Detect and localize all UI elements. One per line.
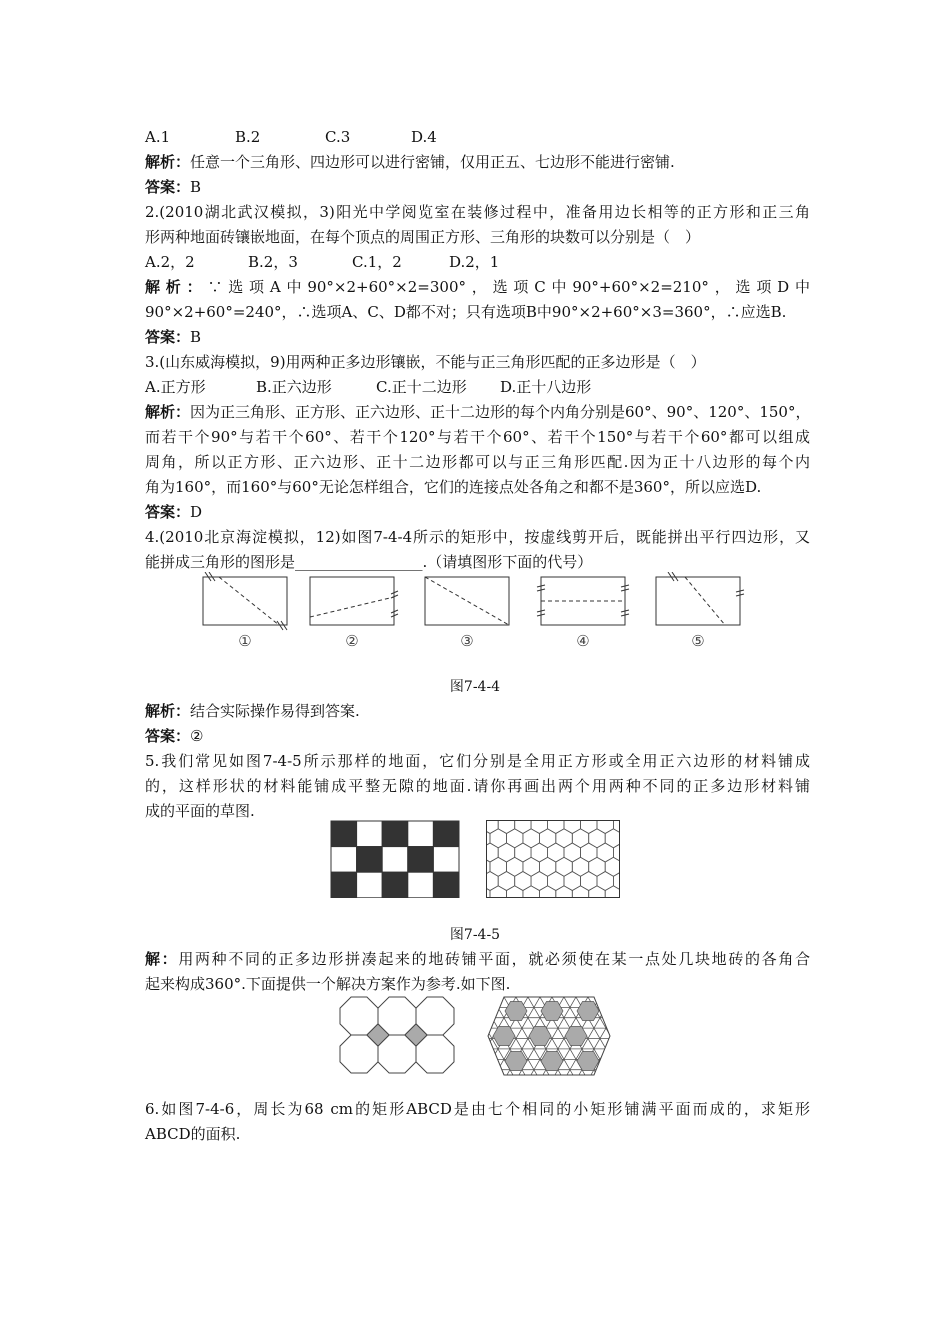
figure-label-3: ③ bbox=[460, 632, 474, 650]
triangle-tile bbox=[606, 1018, 612, 1028]
q2-stem-line2: 形两种地面砖镶嵌地面，在每个顶点的周围正方形、三角形的块数可以分别是（ ） bbox=[145, 228, 701, 246]
q3-analysis-line1: 解析：因为正三角形、正方形、正六边形、正十二边形的每个内角分别是60°、90°、120°、150°， bbox=[145, 403, 811, 421]
q4-stem-line2: 能拼成三角形的图形是_________________.（请填图形下面的代号） bbox=[145, 553, 593, 571]
q1-options: A.1 B.2 C.3 D.4 bbox=[145, 128, 437, 146]
hex-tile bbox=[523, 886, 540, 898]
q2-stem-line1: 2.(2010湖北武汉模拟，3)阳光中学阅览室在装修过程中，准备用边长相等的正方形和正三角 bbox=[145, 203, 810, 221]
hex-tile bbox=[589, 886, 606, 898]
hex-tile bbox=[539, 857, 555, 876]
checker-cell bbox=[433, 847, 459, 873]
checker-cell bbox=[357, 847, 383, 873]
q5-stem-line1: 5.我们常见如图7-4-5所示那样的地面，它们分别是全用正方形或全用正六边形的材料铺成 bbox=[145, 752, 810, 770]
figure-7-4-4-rectangles bbox=[195, 572, 755, 632]
checker-cell bbox=[382, 872, 408, 898]
triangle-tile bbox=[486, 1070, 492, 1077]
hex-tile bbox=[539, 829, 555, 848]
checker-cell bbox=[357, 821, 383, 847]
triangle-tile bbox=[606, 997, 612, 1007]
figure-label-1: ① bbox=[238, 632, 252, 650]
triangle-tile bbox=[486, 997, 492, 1007]
hex-tile bbox=[515, 820, 531, 834]
triangle-tile bbox=[492, 995, 504, 997]
q3-options: A.正方形 B.正六边形 C.正十二边形 D.正十八边形 bbox=[145, 378, 592, 396]
triangle-tile bbox=[486, 995, 492, 997]
checker-cell bbox=[408, 872, 434, 898]
q3-stem: 3.(山东威海模拟，9)用两种正多边形镶嵌，不能与正三角形匹配的正多边形是（ ） bbox=[145, 353, 706, 371]
triangle-tile bbox=[606, 1059, 612, 1069]
checker-cell bbox=[408, 821, 434, 847]
triangle-tile bbox=[486, 997, 498, 1007]
q5-solution-line1: 解：用两种不同的正多边形拼凑起来的地砖铺平面，就必须使在某一点处几块地砖的各角合 bbox=[145, 950, 810, 968]
q3-analysis-line4: 角为160°，而160°与60°无论怎样组合，它们的连接点处各角之和都不是360°，所以应选D. bbox=[145, 478, 762, 496]
q3-analysis-line2: 而若干个90°与若干个60°、若干个120°与若干个60°、若干个150°与若干个60°都可以组成 bbox=[145, 428, 810, 446]
checker-cell bbox=[331, 847, 357, 873]
triangle-tile bbox=[600, 1059, 612, 1069]
q6-stem-line1: 6.如图7-4-6，周长为68 cm的矩形ABCD是由七个相同的小矩形铺满平面而成的，求矩形 bbox=[145, 1100, 810, 1118]
triangle-tile bbox=[486, 1018, 492, 1028]
hex-tile bbox=[507, 829, 523, 848]
hex-tile bbox=[490, 857, 507, 876]
hex-tile bbox=[581, 820, 598, 834]
triangle-tile bbox=[606, 1049, 612, 1059]
hex-tile bbox=[572, 829, 588, 848]
triangle-tile bbox=[486, 995, 498, 997]
q1-answer: 答案：B bbox=[145, 178, 202, 196]
triangle-tile bbox=[486, 1007, 492, 1017]
checker-cell bbox=[433, 821, 459, 847]
caption-7-4-4: 图7-4-4 bbox=[449, 679, 501, 695]
checker-cell bbox=[433, 872, 459, 898]
hex-tile bbox=[523, 857, 540, 876]
hex-tile bbox=[486, 872, 498, 891]
triangle-tile bbox=[600, 997, 612, 1007]
checker-cell bbox=[408, 847, 434, 873]
hex-tile bbox=[597, 820, 613, 834]
triangle-tile bbox=[594, 995, 606, 997]
hexagon-triangle-tiling bbox=[486, 995, 612, 1077]
figure-label-4: ④ bbox=[576, 632, 590, 650]
q2-answer: 答案：B bbox=[145, 328, 202, 346]
rect-5 bbox=[656, 577, 740, 625]
rect-1 bbox=[203, 577, 287, 625]
q5-solution-line2: 起来构成360°.下面提供一个解决方案作为参考.如下图. bbox=[145, 975, 511, 993]
q5-stem-line2: 的，这样形状的材料能铺成平整无隙的地面.请你再画出两个用两种不同的正多边形材料铺 bbox=[145, 777, 810, 795]
hex-tile bbox=[486, 820, 498, 834]
hex-tile bbox=[556, 886, 573, 898]
q3-analysis-line3: 周角，所以正方形、正六边形、正十二边形都可以与正三角形匹配.因为正十八边形的每个内 bbox=[145, 453, 810, 471]
hex-tile bbox=[605, 886, 620, 898]
figure-label-2: ② bbox=[345, 632, 359, 650]
q3-answer: 答案：D bbox=[145, 503, 203, 521]
hex-tile bbox=[486, 843, 498, 862]
checker-cell bbox=[382, 821, 408, 847]
octagon-square-tiling bbox=[338, 995, 458, 1077]
figure-label-5: ⑤ bbox=[691, 632, 705, 650]
triangle-tile bbox=[486, 1059, 498, 1069]
q5-stem-line3: 成的平面的草图. bbox=[145, 802, 255, 820]
triangle-tile bbox=[486, 1070, 498, 1077]
q2-analysis-line1: 解析：∵选项A中90°×2+60°×2=300°，选项C中90°+60°×2=210°，选项D中 bbox=[145, 278, 810, 296]
hex-tile bbox=[490, 829, 507, 848]
caption-7-4-5: 图7-4-5 bbox=[449, 927, 501, 943]
hex-tile bbox=[572, 857, 588, 876]
checkerboard-tiling bbox=[330, 820, 460, 898]
triangle-tile bbox=[606, 1070, 612, 1077]
triangle-tile bbox=[486, 1059, 492, 1069]
q1-analysis: 解析：任意一个三角形、四边形可以进行密铺，仅用正五、七边形不能进行密铺. bbox=[145, 153, 675, 171]
hex-tile bbox=[531, 820, 548, 834]
hex-tile bbox=[507, 857, 523, 876]
checker-cell bbox=[331, 821, 357, 847]
triangle-tile bbox=[486, 1049, 492, 1059]
hex-tile bbox=[498, 820, 515, 834]
triangle-tile bbox=[600, 1070, 612, 1077]
hex-tile bbox=[490, 886, 507, 898]
q4-answer: 答案：② bbox=[145, 727, 204, 745]
hexagon-tiling bbox=[486, 820, 620, 898]
q4-stem-line1: 4.(2010北京海淀模拟，12)如图7-4-4所示的矩形中，按虚线剪开后，既能拼出平行四边形，又 bbox=[145, 528, 810, 546]
hex-tile bbox=[507, 886, 523, 898]
checker-cell bbox=[382, 847, 408, 873]
triangle-tile bbox=[600, 995, 612, 997]
q4-analysis: 解析：结合实际操作易得到答案. bbox=[145, 702, 360, 720]
hex-tile bbox=[589, 829, 606, 848]
hex-tile bbox=[589, 857, 606, 876]
triangle-tile bbox=[606, 995, 612, 997]
hex-tile bbox=[539, 886, 555, 898]
hex-tile bbox=[572, 886, 588, 898]
checker-cell bbox=[331, 872, 357, 898]
q6-stem-line2: ABCD的面积. bbox=[145, 1125, 241, 1143]
hex-tile bbox=[548, 820, 564, 834]
q2-options: A.2，2 B.2，3 C.1，2 D.2，1 bbox=[145, 253, 500, 271]
checker-cell bbox=[357, 872, 383, 898]
triangle-tile bbox=[606, 1007, 612, 1017]
hex-tile bbox=[523, 829, 540, 848]
hex-tile bbox=[564, 820, 581, 834]
q2-analysis-line2: 90°×2+60°=240°，∴选项A、C、D都不对；只有选项B中90°×2+60°×3=360°，∴应选B. bbox=[145, 303, 787, 321]
hex-tile bbox=[556, 857, 573, 876]
rect-2 bbox=[310, 577, 394, 625]
hex-tile bbox=[556, 829, 573, 848]
